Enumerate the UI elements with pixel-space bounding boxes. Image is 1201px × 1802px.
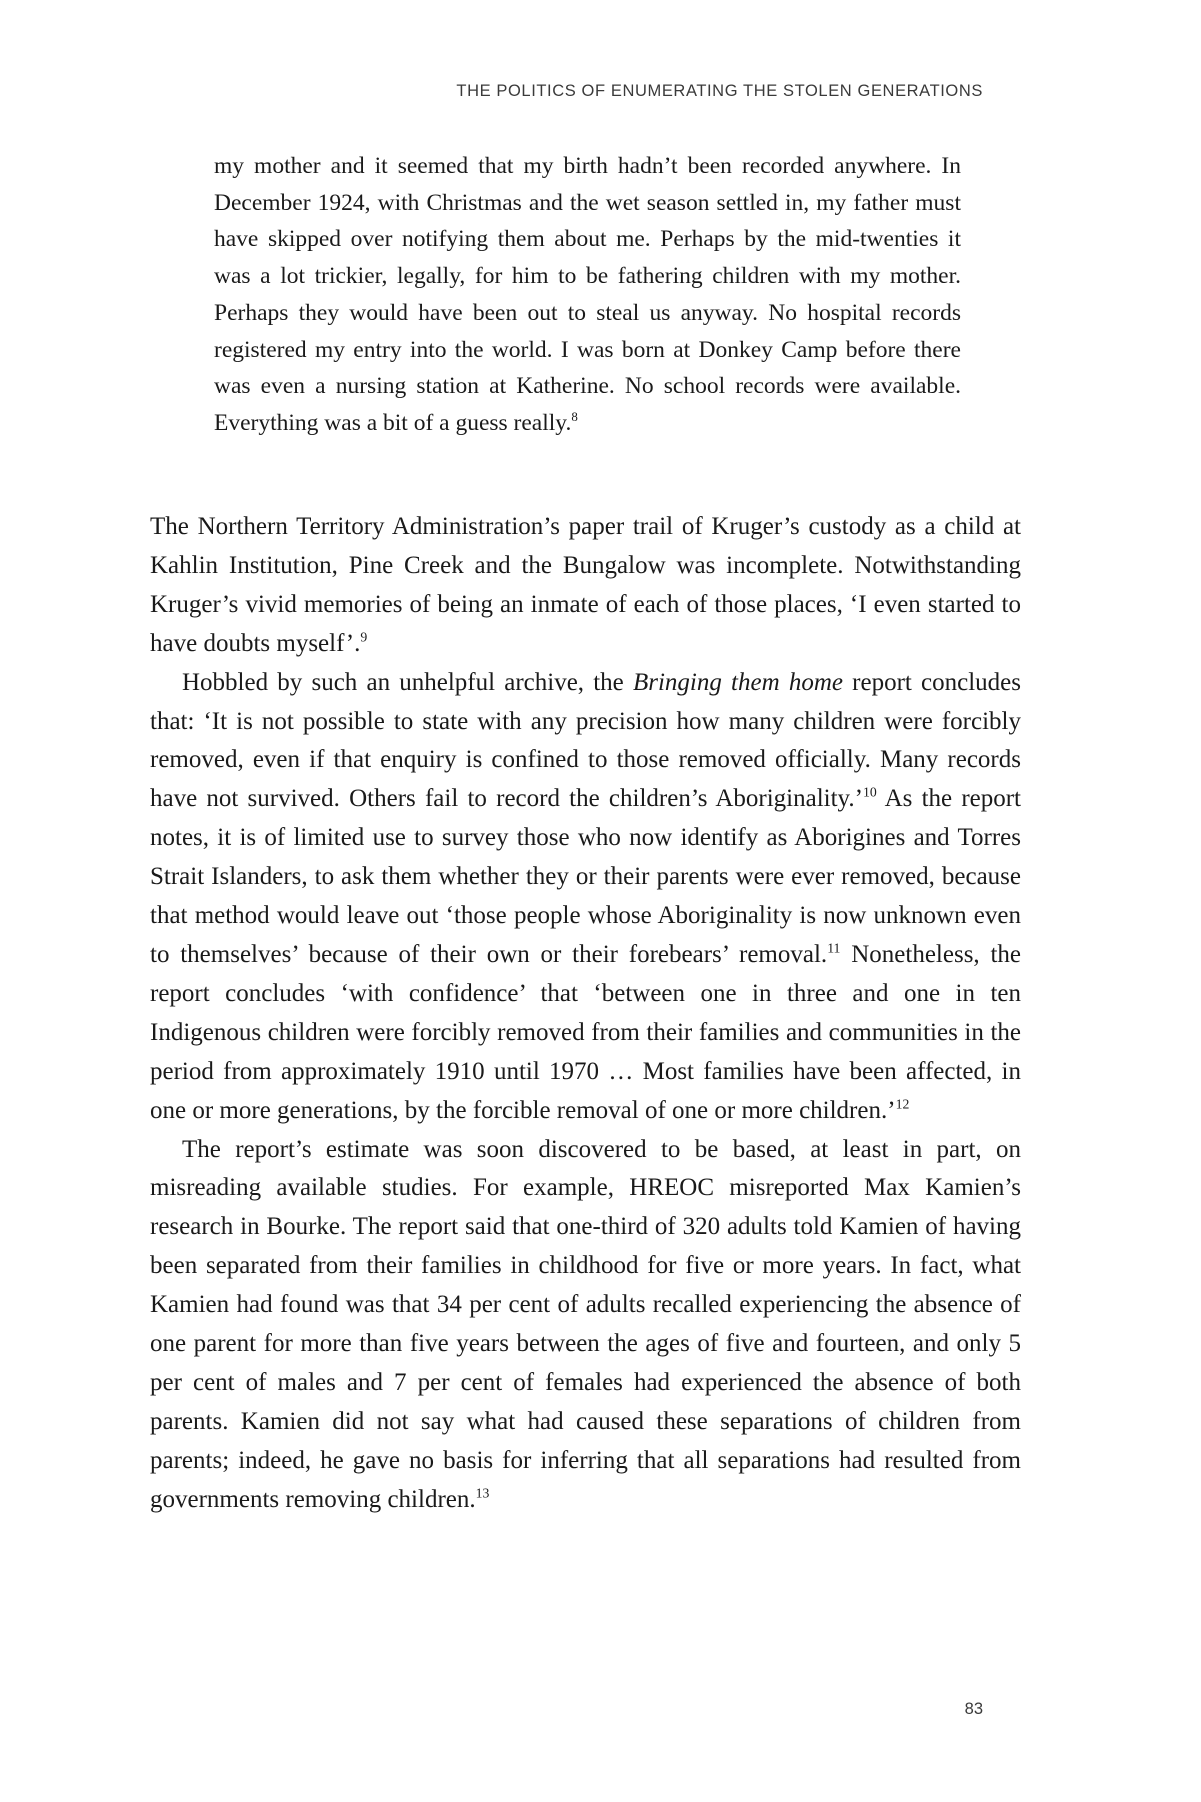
- body-text: [150, 508, 1021, 1520]
- paragraph: [150, 664, 1021, 1131]
- running-head: THE POLITICS OF ENUMERATING THE STOLEN GENERATIONS: [456, 82, 983, 100]
- paragraph: [150, 1131, 1021, 1520]
- page-number: 83: [964, 1700, 983, 1718]
- paragraph-text: Hobbled by such an unhelpful archive, the: [182, 668, 633, 696]
- paragraph-text: The Northern Territory Administration’s paper trail of Kruger’s custody as a child at Kahlin Institution, Pine Creek and the Bungalow was incomplete. Notwithstanding Kruger’s vivid memories of being an inmate of each of those places, ‘I even started to have doubts myself’.: [150, 513, 1021, 657]
- paragraph-text: As the report notes, it is of limited use to survey those who now identify as Aborigines and Torres Strait Islanders, to ask them whether they or their parents were ever removed, because that method would leave out ‘those people whose Aboriginality is now unknown even to themselves’ because of their own or their forebears’ removal.: [150, 785, 1022, 968]
- paragraph-text: Nonetheless, the report concludes ‘with confidence’ that ‘between one in three and one in ten Indigenous children were forcibly removed from their families and communities in the period from approximately 1910 until 1970 … Most families have been affected, in one or more generations, by the forcible removal of one or more children.’: [150, 940, 1022, 1124]
- footnote-marker: 13: [475, 1485, 490, 1501]
- footnote-marker: 11: [827, 940, 841, 956]
- footnote-marker: 9: [360, 629, 368, 645]
- footnote-marker: 12: [895, 1096, 910, 1112]
- paragraph-text: report concludes that: ‘It is not possible to state with any precision how many children were forcibly removed, even if that enquiry is confined to those removed officially. Many records have not survived. Others fail to record the children’s Aboriginality.’: [150, 668, 1022, 813]
- block-quote: [214, 148, 961, 442]
- footnote-marker: 8: [571, 409, 578, 425]
- quote-text: my mother and it seemed that my birth hadn’t been recorded anywhere. In December 1924, with Christmas and the wet season settled in, my father must have skipped over notifying them about me. Perhaps by the mid-twenties it was a lot trickier, legally, for him to be fathering children with my mother. Perhaps they would have been out to steal us anyway. No hospital records registered my entry into the world. I was born at Donkey Camp before there was even a nursing station at Katherine. No school records were available. Everything was a bit of a guess really.: [214, 153, 961, 436]
- paragraph-text: The report’s estimate was soon discovered to be based, at least in part, on misreading available studies. For example, HREOC misreported Max Kamien’s research in Bourke. The report said that one-third of 320 adults told Kamien of having been separated from their families in childhood for five or more years. In fact, what Kamien had found was that 34 per cent of adults recalled experiencing the absence of one parent for more than five years between the ages of five and fourteen, and only 5 per cent of males and 7 per cent of females had experienced the absence of both parents. Kamien did not say what had caused these separations of children from parents; indeed, he gave no basis for inferring that all separations had resulted from governments removing children.: [150, 1135, 1021, 1513]
- footnote-marker: 10: [863, 785, 877, 801]
- report-title: Bringing them home: [632, 668, 843, 696]
- paragraph: [150, 508, 1021, 664]
